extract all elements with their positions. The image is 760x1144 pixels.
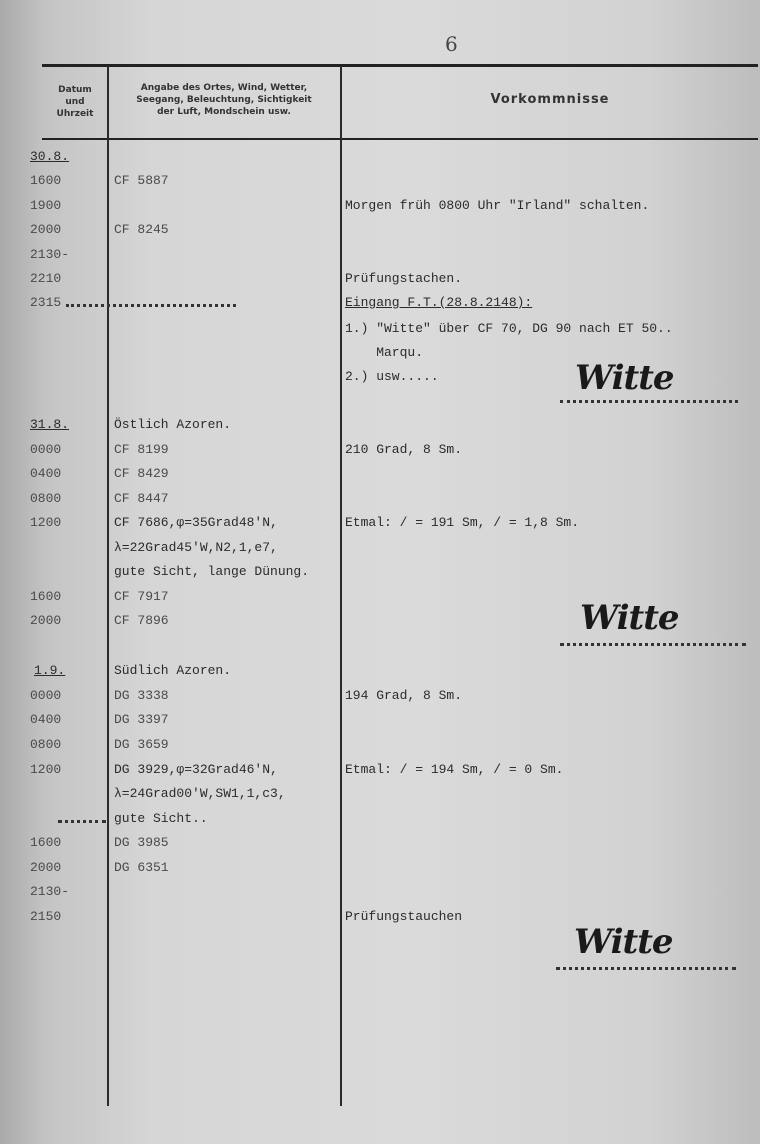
event-cell: 2.) usw..... — [345, 369, 439, 384]
time-cell: 2000 — [30, 613, 62, 628]
event-cell: 194 Grad, 8 Sm. — [345, 688, 463, 703]
place-cell: CF 7896 — [114, 613, 169, 628]
place-cell: CF 7917 — [114, 589, 169, 604]
time-cell: 2000 — [30, 860, 62, 875]
place-cell: DG 3659 — [114, 737, 169, 752]
place-cell: DG 6351 — [114, 860, 169, 875]
date-cell: 31.8. — [30, 417, 70, 432]
time-cell: 2150 — [30, 909, 62, 924]
date-cell: 30.8. — [30, 149, 70, 164]
time-cell: 1900 — [30, 198, 62, 213]
place-cell: DG 3338 — [114, 688, 169, 703]
page-number: 6 — [445, 32, 458, 56]
event-cell: 210 Grad, 8 Sm. — [345, 442, 463, 457]
column-divider-2 — [340, 66, 342, 1106]
time-cell: 1200 — [30, 515, 62, 530]
signature: Witte — [580, 598, 679, 638]
time-cell: 0800 — [30, 491, 62, 506]
time-cell: 0800 — [30, 737, 62, 752]
place-cell: DG 3985 — [114, 835, 169, 850]
time-cell: 2130- — [30, 247, 70, 262]
event-cell: Etmal: / = 194 Sm, / = 0 Sm. — [345, 762, 564, 777]
time-cell: 1600 — [30, 173, 62, 188]
event-cell: Eingang F.T.(28.8.2148): — [345, 295, 533, 310]
place-cell: CF 5887 — [114, 173, 169, 188]
time-cell: 0000 — [30, 688, 62, 703]
signature: Witte — [575, 358, 674, 398]
leader-dots — [66, 304, 236, 307]
time-cell: 0400 — [30, 466, 62, 481]
signature: Witte — [574, 922, 673, 962]
leader-dots — [58, 820, 106, 823]
header-location-weather: Angabe des Ortes, Wind, Wetter, Seegang, Beleuchtung, Sichtigkeit der Luft, Mondschein usw. — [136, 83, 312, 117]
place-cell: λ=24Grad00'W,SW1,1,c3, — [114, 786, 286, 801]
place-cell: CF 8447 — [114, 491, 169, 506]
place-cell: DG 3929,φ=32Grad46'N, — [114, 762, 278, 777]
date-cell: 1.9. — [34, 663, 66, 678]
event-cell: Etmal: / = 191 Sm, / = 1,8 Sm. — [345, 515, 580, 530]
place-cell: Östlich Azoren. — [114, 417, 232, 432]
place-cell: DG 3397 — [114, 712, 169, 727]
signature-line — [560, 643, 746, 646]
time-cell: 1600 — [30, 589, 62, 604]
top-rule — [42, 64, 758, 67]
signature-line — [560, 400, 738, 403]
time-cell: 1200 — [30, 762, 62, 777]
header-rule — [42, 138, 758, 140]
place-cell: CF 8245 — [114, 222, 169, 237]
time-cell: 0000 — [30, 442, 62, 457]
time-cell: 1600 — [30, 835, 62, 850]
place-cell: CF 8429 — [114, 466, 169, 481]
event-cell: Prüfungstauchen — [345, 909, 463, 924]
place-cell: CF 8199 — [114, 442, 169, 457]
time-cell: 0400 — [30, 712, 62, 727]
event-cell: Morgen früh 0800 Uhr "Irland" schalten. — [345, 198, 650, 213]
time-cell: 2130- — [30, 884, 70, 899]
header-events: Vorkommnisse — [490, 92, 610, 107]
place-cell: gute Sicht.. — [114, 811, 208, 826]
event-cell: 1.) "Witte" über CF 70, DG 90 nach ET 50.. — [345, 321, 673, 336]
event-cell: Prüfungstachen. — [345, 271, 463, 286]
header-date-time: Datum und Uhrzeit — [56, 85, 94, 119]
signature-line — [556, 967, 736, 970]
time-cell: 2210 — [30, 271, 62, 286]
time-cell: 2315 — [30, 295, 62, 310]
column-divider-1 — [107, 66, 109, 1106]
place-cell: gute Sicht, lange Dünung. — [114, 564, 310, 579]
time-cell: 2000 — [30, 222, 62, 237]
place-cell: Südlich Azoren. — [114, 663, 232, 678]
event-cell: Marqu. — [345, 345, 424, 360]
place-cell: λ=22Grad45'W,N2,1,e7, — [114, 540, 278, 555]
place-cell: CF 7686,φ=35Grad48'N, — [114, 515, 278, 530]
